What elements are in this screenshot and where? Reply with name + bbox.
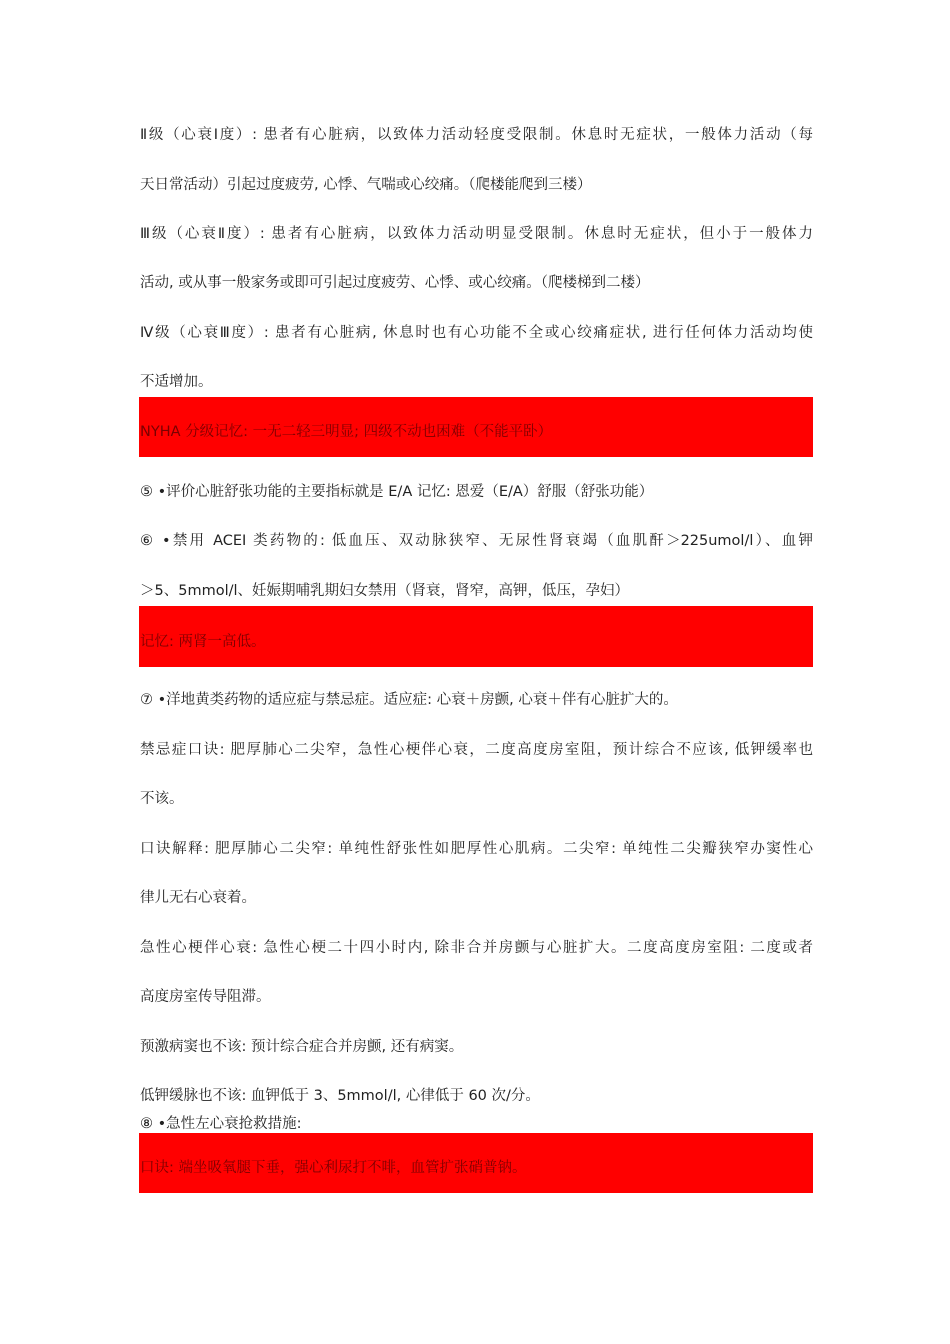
item-6-line-1: ⑥ •禁用 ACEI 类药物的: 低血压、双动脉狭窄、无尿性肾衰竭（血肌酐＞225umol/l）、血钾 — [140, 533, 813, 549]
contraindication-line-1: 禁忌症口诀: 肥厚肺心二尖窄，急性心梗伴心衰，二度高度房室阻，预计综合不应该, 低钾缓率也 — [140, 742, 813, 758]
acei-memory-text: 记忆: 两肾一高低。 — [140, 634, 266, 650]
grade-3-line-1: Ⅲ级（心衰Ⅱ度）: 患者有心脏病，以致体力活动明显受限制。休息时无症状，但小于一般体力 — [140, 226, 813, 242]
item-7-line: ⑦ •洋地黄类药物的适应症与禁忌症。适应症: 心衰＋房颤, 心衰＋伴有心脏扩大的。 — [140, 692, 678, 708]
preexcitation-line: 预激病窦也不该: 预计综合症合并房颤, 还有病窦。 — [140, 1039, 464, 1055]
nyha-memory-text: NYHA 分级记忆: 一无二轻三明显; 四级不动也困难（不能平卧） — [140, 424, 553, 440]
item-6-line-2: ＞5、5mmol/l、妊娠期哺乳期妇女禁用（肾衰，肾窄，高钾，低压，孕妇） — [140, 583, 630, 599]
grade-2-line-2: 天日常活动）引起过度疲劳, 心悸、气喘或心绞痛。（爬楼能爬到三楼） — [140, 177, 592, 193]
hypokalemia-line: 低钾缓脉也不该: 血钾低于 3、5mmol/l, 心律低于 60 次/分。 — [140, 1088, 540, 1104]
explanation-line-1: 口诀解释: 肥厚肺心二尖窄: 单纯性舒张性如肥厚性心肌病。二尖窄: 单纯性二尖瓣狭窄办窦性心 — [140, 841, 813, 857]
rescue-mnemonic-text: 口诀: 端坐吸氧腿下垂，强心利尿打不啡，血管扩张硝普钠。 — [140, 1160, 527, 1176]
item-5-line: ⑤ •评价心脏舒张功能的主要指标就是 E/A 记忆: 恩爱（E/A）舒服（舒张功能） — [140, 484, 654, 500]
grade-2-line-1: Ⅱ级（心衰Ⅰ度）: 患者有心脏病，以致体力活动轻度受限制。休息时无症状，一般体力活动（每 — [140, 127, 813, 143]
mi-line-1: 急性心梗伴心衰: 急性心梗二十四小时内, 除非合并房颤与心脏扩大。二度高度房室阻: 二度或者 — [140, 940, 813, 956]
mi-line-2: 高度房室传导阻滞。 — [140, 989, 271, 1005]
explanation-line-2: 律儿无右心衰着。 — [140, 890, 256, 906]
grade-3-line-2: 活动, 或从事一般家务或即可引起过度疲劳、心悸、或心绞痛。（爬楼梯到二楼） — [140, 275, 650, 291]
grade-4-line-1: Ⅳ级（心衰Ⅲ度）: 患者有心脏病, 休息时也有心功能不全或心绞痛症状, 进行任何体力活动均使 — [140, 325, 813, 341]
grade-4-line-2: 不适增加。 — [140, 374, 213, 390]
contraindication-line-2: 不该。 — [140, 791, 184, 807]
item-8-line: ⑧ •急性左心衰抢救措施: — [140, 1116, 302, 1132]
